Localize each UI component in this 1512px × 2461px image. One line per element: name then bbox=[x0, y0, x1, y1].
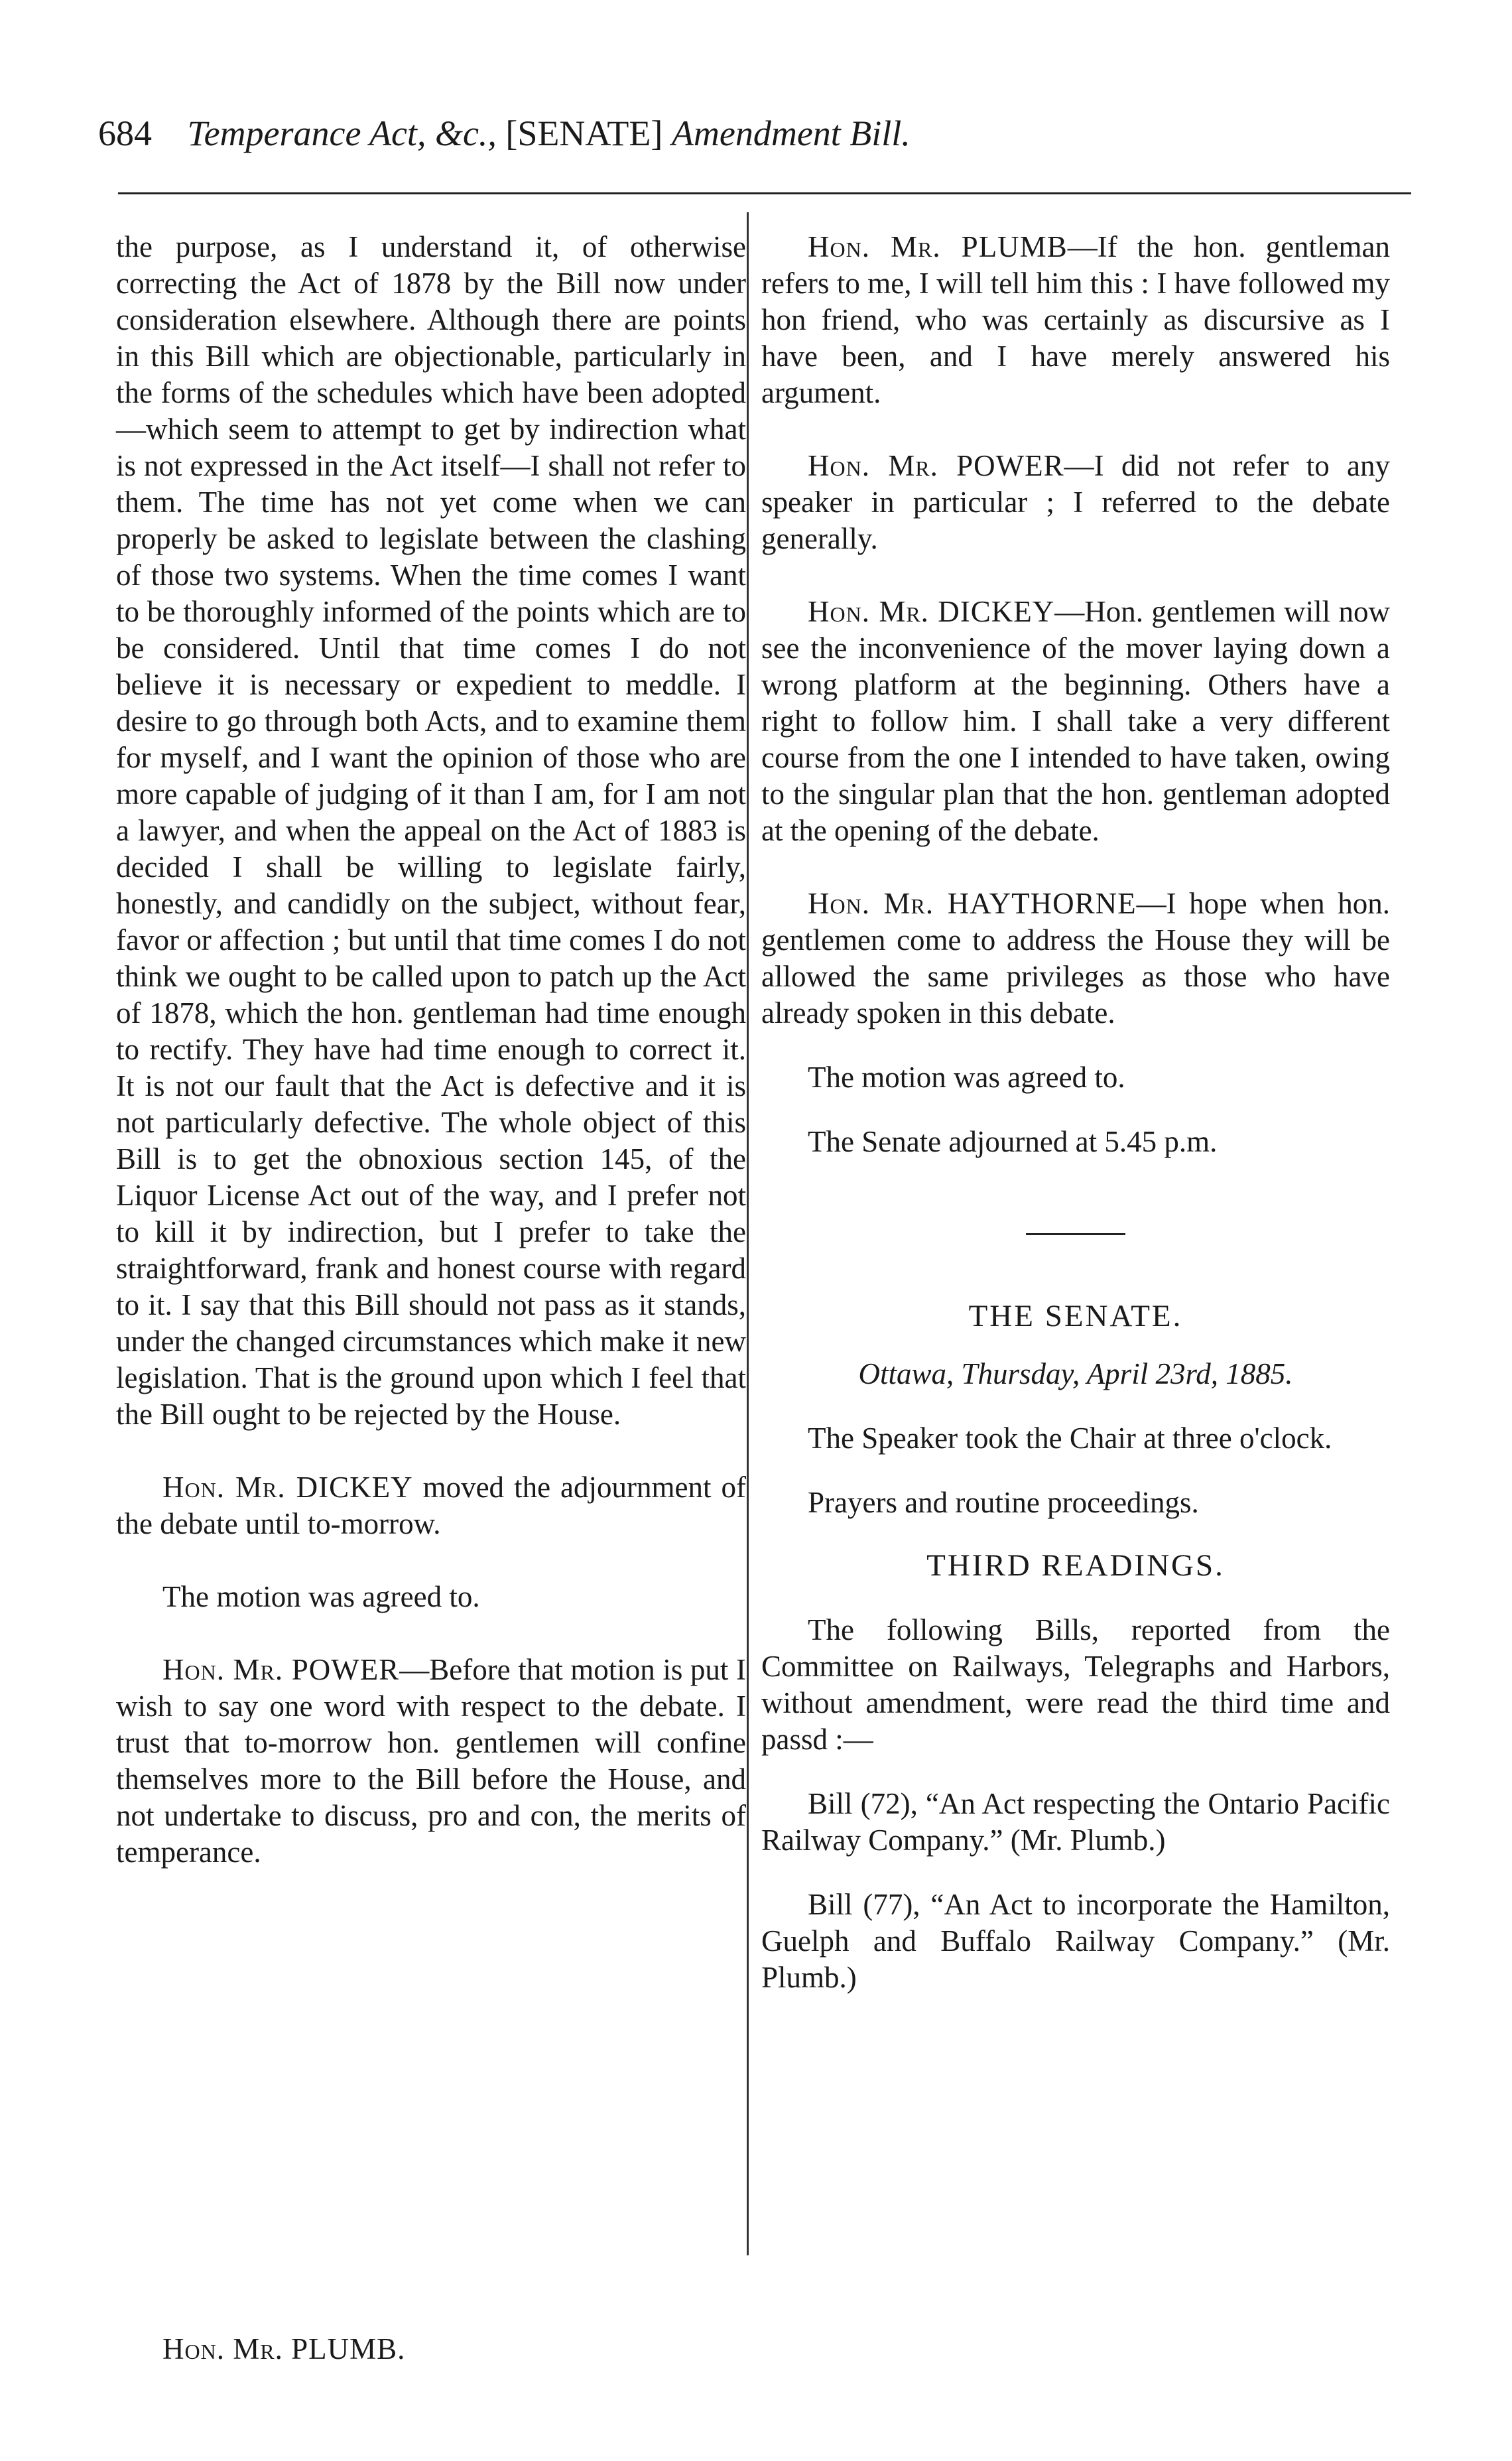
left-speaker-continuation: Hon. Mr. PLUMB. bbox=[162, 2332, 406, 2365]
right-paragraph-7: The Speaker took the Chair at three o'clock. bbox=[808, 1422, 1332, 1455]
header-title-mid: [SENATE] bbox=[505, 113, 663, 153]
bill-72-entry: Bill (72), “An Act respecting the Ontario Pacific Railway Company.” (Mr. Plumb.) bbox=[761, 1787, 1390, 1857]
left-paragraph-2 bbox=[116, 1469, 746, 1542]
session-dateline: Ottawa, Thursday, April 23rd, 1885. bbox=[858, 1357, 1293, 1390]
speaker-name: Hon. Mr. PLUMB bbox=[808, 230, 1068, 263]
column-divider bbox=[747, 212, 749, 2255]
speaker-name: Hon. Mr. DICKEY bbox=[808, 595, 1055, 628]
speaker-name: Hon. Mr. HAYTHORNE bbox=[808, 887, 1137, 920]
speech-text: moved the adjournment of the debate until to-morrow. bbox=[116, 1471, 746, 1540]
right-paragraph-4 bbox=[761, 886, 1390, 1031]
header-rule bbox=[118, 192, 1411, 194]
right-paragraph-6: The Senate adjourned at 5.45 p.m. bbox=[808, 1125, 1218, 1158]
speech-text: —I hope when hon. gentlemen come to address the House they will be allowed the same privileges as those who have already spoken in this debate. bbox=[761, 887, 1390, 1030]
speech-text: —I did not refer to any speaker in particular ; I referred to the debate generally. bbox=[761, 449, 1391, 555]
header-title-right: Amendment Bill. bbox=[671, 113, 911, 153]
right-paragraph-1 bbox=[761, 229, 1390, 411]
senate-heading: THE SENATE. bbox=[968, 1299, 1183, 1333]
left-paragraph-1: the purpose, as I understand it, of otherwise correcting the Act of 1878 by the Bill now under consideration elsewhere. Although there are points in this Bill which are objectionable, particularly in the forms of the schedules which have been adopted—which seem to attempt to get by indirection what is not expressed in the Act itself—I shall not refer to them. The time has not yet come when we can properly be asked to legislate between the clashing of those two systems. When the time comes I want to be thoroughly informed of the points which are to be considered. Until that time comes I do not believe it is necessary or expedient to meddle. I desire to go through both Acts, and to examine them for myself, and I want the opinion of those who are more capable of judging of it than I am, for I am not a lawyer, and when the appeal on the Act of 1883 is decided I shall be willing to legislate fairly, honestly, and candidly on the subject, without fear, favor or affection ; but until that time comes I do not think we ought to be called upon to patch up the Act of 1878, which the hon. gentleman had time enough to rectify. They have had time enough to correct it. It is not our fault that the Act is defective and it is not particularly defective. The whole object of this Bill is to get the obnoxious section 145, of the Liquor License Act out of the way, and I prefer not to kill it by indirection, but I prefer to take the straightforward, frank and honest course with regard to it. I say that this Bill should not pass as it stands, under the changed circumstances which make it new legislation. That is the ground upon which I feel that the Bill ought to be rejected by the House. bbox=[116, 230, 746, 1431]
right-paragraph-8: Prayers and routine proceedings. bbox=[808, 1486, 1199, 1519]
right-paragraph-9: The following Bills, reported from the Committee on Railways, Telegraphs and Harbors, without amendment, were read the third time and passd :— bbox=[761, 1613, 1390, 1756]
right-paragraph-5: The motion was agreed to. bbox=[808, 1061, 1125, 1094]
left-column bbox=[116, 229, 746, 1871]
speech-text: —Before that motion is put I wish to say one word with respect to the debate. I trust that to-morrow hon. gentlemen will confine themselves more to the Bill before the House, and not undertake to discuss, pro and con, the merits of temperance. bbox=[116, 1653, 746, 1869]
section-dash bbox=[1026, 1233, 1125, 1235]
speech-text: —If the hon. gentleman refers to me, I will tell him this : I have followed my hon friend, who was certainly as discursive as I have been, and I have merely answered his argument. bbox=[761, 230, 1390, 409]
page-number: 684 bbox=[98, 113, 152, 153]
header-title-left: Temperance Act, &c., bbox=[187, 113, 497, 153]
right-paragraph-3 bbox=[761, 594, 1390, 849]
left-paragraph-3: The motion was agreed to. bbox=[162, 1580, 480, 1613]
bill-77-entry: Bill (77), “An Act to incorporate the Hamilton, Guelph and Buffalo Railway Company.” (Mr. Plumb.) bbox=[761, 1888, 1390, 1994]
left-paragraph-4 bbox=[116, 1652, 746, 1871]
speaker-name: Hon. Mr. DICKEY bbox=[162, 1471, 413, 1504]
speaker-name: Hon. Mr. POWER bbox=[808, 449, 1064, 482]
running-header bbox=[98, 113, 1385, 154]
right-column bbox=[761, 229, 1390, 1996]
speaker-name: Hon. Mr. POWER bbox=[162, 1653, 400, 1686]
right-paragraph-2 bbox=[761, 448, 1390, 557]
third-readings-heading: THIRD READINGS. bbox=[926, 1548, 1225, 1583]
speech-text: —Hon. gentlemen will now see the inconvenience of the mover laying down a wrong platform at the beginning. Others have a right to follow him. I shall take a very different course from the one I intended to have taken, owing to the singular plan that the hon. gentleman adopted at the opening of the debate. bbox=[761, 595, 1390, 847]
